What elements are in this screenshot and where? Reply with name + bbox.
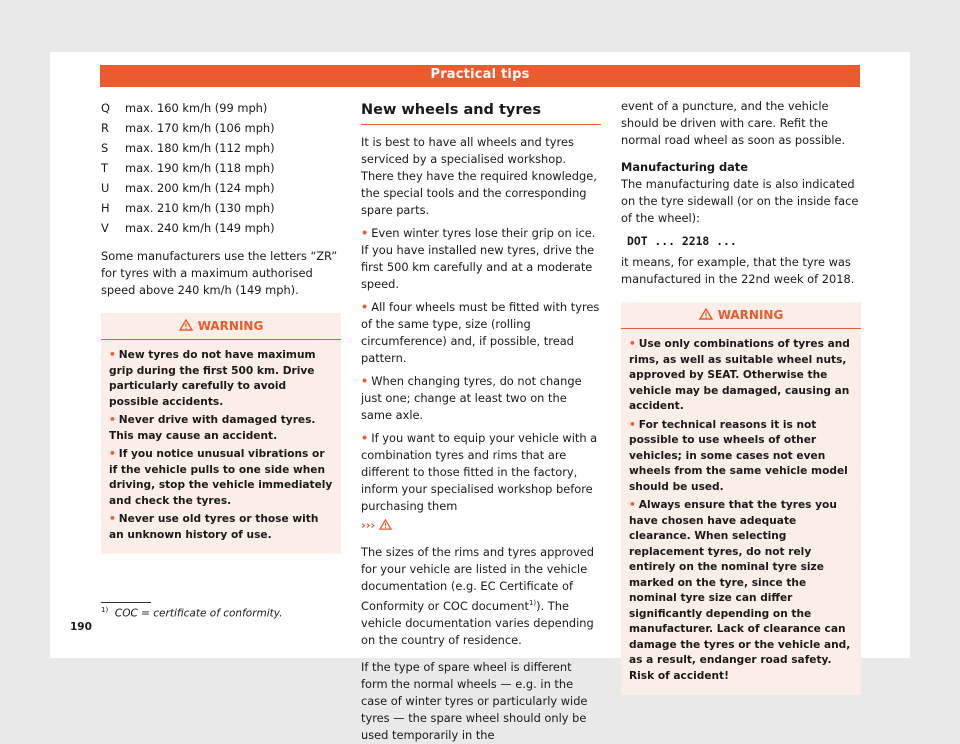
header-bar <box>100 65 860 87</box>
speed-value: max. 180 km/h (112 mph) <box>125 141 275 155</box>
bullet-paragraph <box>361 430 601 515</box>
speed-rating-row <box>101 138 341 158</box>
page-number: 190 <box>70 621 92 633</box>
bullet-icon: • <box>109 448 116 460</box>
warning-text: Always ensure that the tyres you have chosen have adequate clearance. When selecting replacement tyres, do not rely entirely on the nominal tyre size marked on the tyre, since the nominal tyre size can differ significantly depending on the manufacturer. Lack of clearance can damage the tyres or the vehicle and, as a result, endanger road safety. Risk of accident! <box>629 499 851 682</box>
footnote-marker: 1) <box>101 606 109 614</box>
bullet-icon: • <box>361 300 369 314</box>
speed-rating-row <box>101 118 341 138</box>
warning-title: WARNING <box>197 319 264 333</box>
speed-code: H <box>101 201 110 215</box>
footnote-ref: 1) <box>528 599 537 607</box>
dot-code: DOT ... 2218 ... <box>627 234 737 248</box>
speed-value: max. 210 km/h (130 mph) <box>125 201 275 215</box>
speed-rating-row <box>101 98 341 118</box>
sizes-paragraph <box>361 544 601 649</box>
warning-triangle-icon <box>699 308 713 320</box>
manufacturing-date-heading: Manufacturing date <box>621 160 748 174</box>
speed-value: max. 240 km/h (149 mph) <box>125 221 275 235</box>
bullet-text: Even winter tyres lose their grip on ice. If you have installed new tyres, drive the first 500 km carefully and at a moderate speed. <box>361 226 596 291</box>
sizes-text-2: ). The vehicle documentation varies depending on the country of residence. <box>361 598 594 647</box>
speed-rating-row <box>101 198 341 218</box>
speed-code: Q <box>101 101 110 115</box>
intro-paragraph: It is best to have all wheels and tyres serviced by a specialised workshop. There they have the required knowledge, the special tools and the corresponding spare parts. <box>361 135 597 217</box>
warning-box <box>621 302 861 695</box>
warning-text: Never drive with damaged tyres. This may cause an accident. <box>109 414 316 442</box>
more-marker-line <box>361 517 601 534</box>
continue-marker: ››› <box>361 518 376 532</box>
warning-item <box>629 418 853 496</box>
warning-item <box>109 348 333 410</box>
footnote-divider <box>101 602 151 603</box>
speed-code: R <box>101 121 109 135</box>
warning-triangle-icon <box>179 319 193 331</box>
warning-item <box>109 512 333 543</box>
speed-code: U <box>101 181 110 195</box>
bullet-paragraph <box>361 373 601 424</box>
continued-paragraph: event of a puncture, and the vehicle should be driven with care. Refit the normal road wheel as soon as possible. <box>621 99 846 147</box>
warning-item <box>629 337 853 415</box>
sizes-text: The sizes of the rims and tyres approved for your vehicle are listed in the vehicle documentation (e.g. EC Certificate of Conformity or COC document <box>361 545 594 613</box>
warning-triangle-icon <box>379 519 392 530</box>
speed-rating-row <box>101 158 341 178</box>
speed-value: max. 190 km/h (118 mph) <box>125 161 275 175</box>
speed-rating-row <box>101 178 341 198</box>
warning-text: Use only combinations of tyres and rims, as well as suitable wheel nuts, approved by SEAT. Otherwise the vehicle may be damaged, causing an accident. <box>629 338 850 412</box>
warning-item <box>109 413 333 444</box>
warning-text: Never use old tyres or those with an unknown history of use. <box>109 513 319 541</box>
footnote <box>101 606 283 620</box>
speed-rating-list <box>101 98 341 238</box>
bullet-paragraph <box>361 225 601 293</box>
bullet-icon: • <box>109 349 116 361</box>
bullet-text: If you want to equip your vehicle with a combination tyres and rims that are different to those fitted in the factory, inform your specialised workshop before purchasing them <box>361 431 598 513</box>
bullet-paragraph <box>361 299 601 367</box>
footnote-text: COC = certificate of conformity. <box>114 607 283 620</box>
bullet-icon: • <box>629 418 636 431</box>
column-2 <box>361 98 601 744</box>
bullet-icon: • <box>109 513 116 525</box>
warning-header <box>101 313 341 340</box>
bullet-icon: • <box>361 226 369 240</box>
speed-code: V <box>101 221 109 235</box>
column-1 <box>101 98 341 554</box>
speed-code: T <box>101 161 108 175</box>
bullet-icon: • <box>629 499 636 511</box>
bullet-icon: • <box>109 414 116 426</box>
warning-text: If you notice unusual vibrations or if the vehicle pulls to one side when driving, stop the vehicle immediately and check the tyres. <box>109 448 333 507</box>
zr-note: Some manufacturers use the letters “ZR” for tyres with a maximum authorised speed above 240 km/h (149 mph). <box>101 249 338 297</box>
speed-value: max. 160 km/h (99 mph) <box>125 101 268 115</box>
warning-text: New tyres do not have maximum grip during the first 500 km. Drive particularly carefully to avoid possible accidents. <box>109 349 316 408</box>
speed-rating-row <box>101 218 341 238</box>
bullet-icon: • <box>361 374 369 388</box>
column-3 <box>621 98 861 695</box>
bullet-icon: • <box>361 431 369 445</box>
bullet-text: When changing tyres, do not change just one; change at least two on the same axle. <box>361 374 582 422</box>
warning-box <box>101 313 341 554</box>
section-title: New wheels and tyres <box>361 98 601 125</box>
warning-item <box>109 447 333 509</box>
warning-text: For technical reasons it is not possible to use wheels of other vehicles; in some cases not even wheels from the same vehicle model should be used. <box>629 418 848 493</box>
page-header-title: Practical tips <box>430 67 530 82</box>
warning-title: WARNING <box>717 308 784 322</box>
warning-item <box>629 498 853 684</box>
bullet-text: All four wheels must be fitted with tyres of the same type, size (rolling circumference) and, if possible, tread pattern. <box>361 300 600 365</box>
bullet-icon: • <box>629 338 636 350</box>
speed-value: max. 170 km/h (106 mph) <box>125 121 275 135</box>
warning-header <box>621 302 861 329</box>
speed-code: S <box>101 141 109 155</box>
manufacturing-text: The manufacturing date is also indicated on the tyre sidewall (or on the inside face of the wheel): <box>621 177 859 225</box>
spare-wheel-paragraph: If the type of spare wheel is different form the normal wheels — e.g. in the case of winter tyres or particularly wide tyres — the spare wheel should only be used temporarily in the <box>361 659 588 742</box>
dot-explanation: it means, for example, that the tyre was manufactured in the 22nd week of 2018. <box>621 255 855 286</box>
speed-value: max. 200 km/h (124 mph) <box>125 181 275 195</box>
